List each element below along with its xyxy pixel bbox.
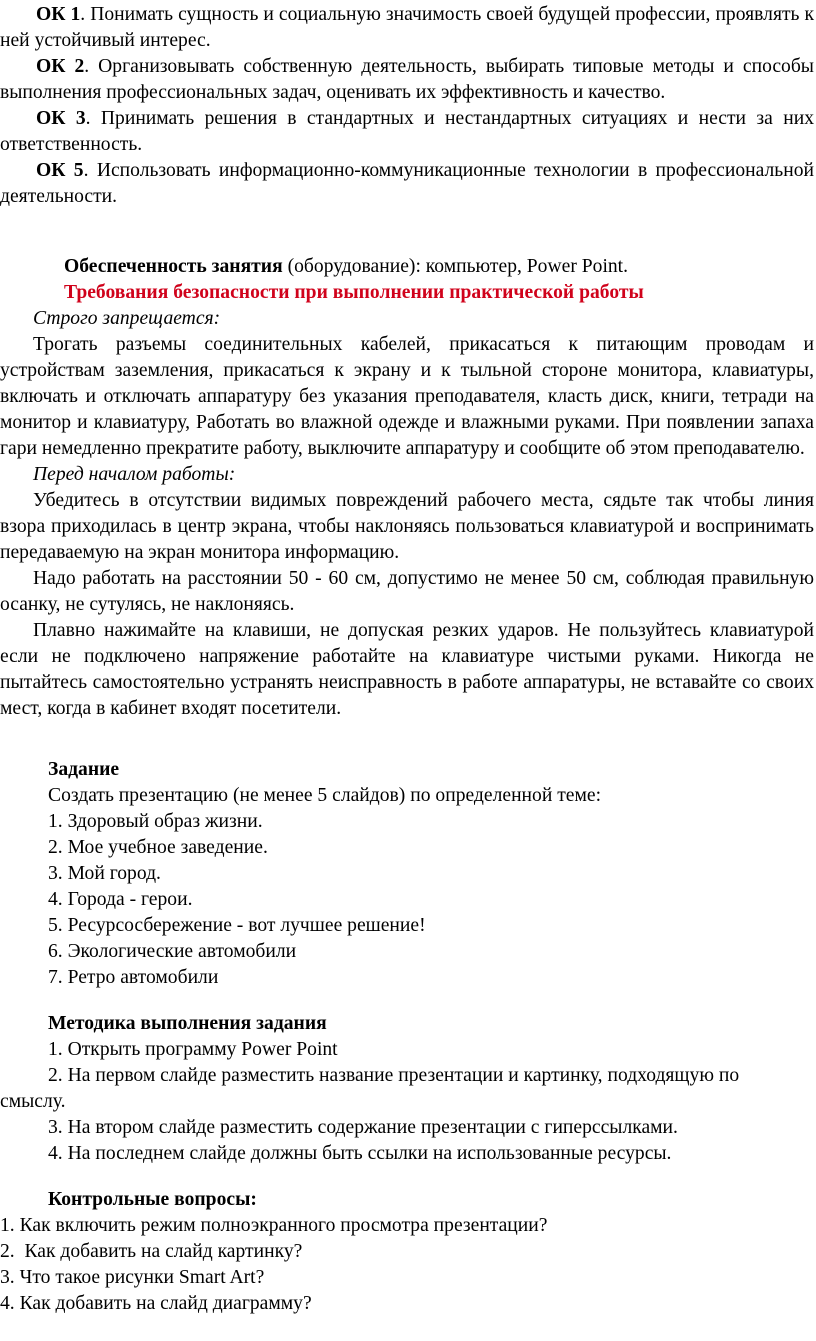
method-step: 3. На втором слайде разместить содержание презентации с гиперссылками. xyxy=(48,1117,678,1138)
before-paragraph-3: Плавно нажимайте на клавиши, не допуская резких ударов. Не пользуйтесь клавиатурой если не подключено напряжение работайте на клавиатуре чистыми руками. Никогда не пытайтесь самостоятельно устранять неисправность в работе аппаратуры, не вставайте со своих мест, когда в кабинет входят посетители. xyxy=(0,620,814,719)
ok-text: . Понимать сущность и социальную значимость своей будущей профессии, проявлять к ней устойчивый интерес. xyxy=(0,4,814,51)
ok-code: ОК 1 xyxy=(36,4,81,25)
questions-section xyxy=(0,1187,814,1317)
task-topic: 3. Мой город. xyxy=(48,863,161,884)
ok-item-1 xyxy=(0,2,814,54)
question-item: 2. Как добавить на слайд картинку? xyxy=(0,1241,303,1262)
question-item: 1. Как включить режим полноэкранного просмотра презентации? xyxy=(0,1215,548,1236)
task-topic: 6. Экологические автомобили xyxy=(48,941,297,962)
ok-item-5 xyxy=(0,158,814,210)
equipment-label: Обеспеченность занятия xyxy=(64,256,283,277)
before-paragraph-2: Надо работать на расстоянии 50 - 60 см, допустимо не менее 50 см, соблюдая правильную осанку, не сутулясь, не наклоняясь. xyxy=(0,568,814,615)
equipment-section xyxy=(0,254,814,722)
task-topic: 7. Ретро автомобили xyxy=(48,967,219,988)
ok-code: ОК 3 xyxy=(36,108,86,129)
ok-text: . Использовать информационно-коммуникационные технологии в профессиональной деятельности. xyxy=(0,160,814,207)
safety-title: Требования безопасности при выполнении практической работы xyxy=(64,282,644,303)
forbidden-text: Трогать разъемы соединительных кабелей, прикасаться к питающим проводам и устройствам заземления, прикасаться к экрану и к тыльной стороне монитора, клавиатуры, включать и отключать аппаратуру без указания преподавателя, класть диск, книги, тетради на монитор и клавиатуру, Работать во влажной одежде и влажными руками. При появлении запаха гари немедленно прекратите работу, выключите аппаратуру и сообщите об этом преподавателю. xyxy=(0,334,814,459)
ok-text: . Организовывать собственную деятельность, выбирать типовые методы и способы выполнения профессиональных задач, оценивать их эффективность и качество. xyxy=(0,56,814,103)
task-topic: 4. Города - герои. xyxy=(48,889,193,910)
task-topic: 2. Мое учебное заведение. xyxy=(48,837,268,858)
ok-code: ОК 2 xyxy=(36,56,85,77)
equipment-line xyxy=(0,254,814,280)
task-topic: 1. Здоровый образ жизни. xyxy=(48,811,263,832)
ok-list xyxy=(0,2,814,210)
ok-item-2 xyxy=(0,54,814,106)
ok-text: . Принимать решения в стандартных и нестандартных ситуациях и нести за них ответственность. xyxy=(0,108,814,155)
ok-item-3 xyxy=(0,106,814,158)
question-item: 3. Что такое рисунки Smart Art? xyxy=(0,1267,265,1288)
questions-heading: Контрольные вопросы: xyxy=(48,1189,257,1210)
question-item: 4. Как добавить на слайд диаграмму? xyxy=(0,1293,312,1314)
method-section xyxy=(0,1011,814,1167)
before-label: Перед началом работы: xyxy=(33,464,236,485)
method-heading: Методика выполнения задания xyxy=(48,1013,327,1034)
task-intro: Создать презентацию (не менее 5 слайдов) по определенной теме: xyxy=(48,785,602,806)
equipment-text: (оборудование): компьютер, Power Point. xyxy=(282,256,629,277)
forbidden-label: Строго запрещается: xyxy=(33,308,221,329)
task-topic: 5. Ресурсосбережение - вот лучшее решение! xyxy=(48,915,426,936)
task-heading: Задание xyxy=(48,759,120,780)
method-step: 1. Открыть программу Power Point xyxy=(48,1039,338,1060)
task-section xyxy=(0,757,814,991)
ok-code: ОК 5 xyxy=(36,160,84,181)
method-step: 2. На первом слайде разместить название презентации и картинку, подходящую по смыслу. xyxy=(0,1065,740,1112)
before-paragraph-1: Убедитесь в отсутствии видимых повреждений рабочего места, сядьте так чтобы линия взора приходилась в центр экрана, чтобы наклоняясь пользоваться клавиатурой и воспринимать передаваемую на экран монитора информацию. xyxy=(0,490,814,563)
method-step: 4. На последнем слайде должны быть ссылки на использованные ресурсы. xyxy=(48,1143,672,1164)
